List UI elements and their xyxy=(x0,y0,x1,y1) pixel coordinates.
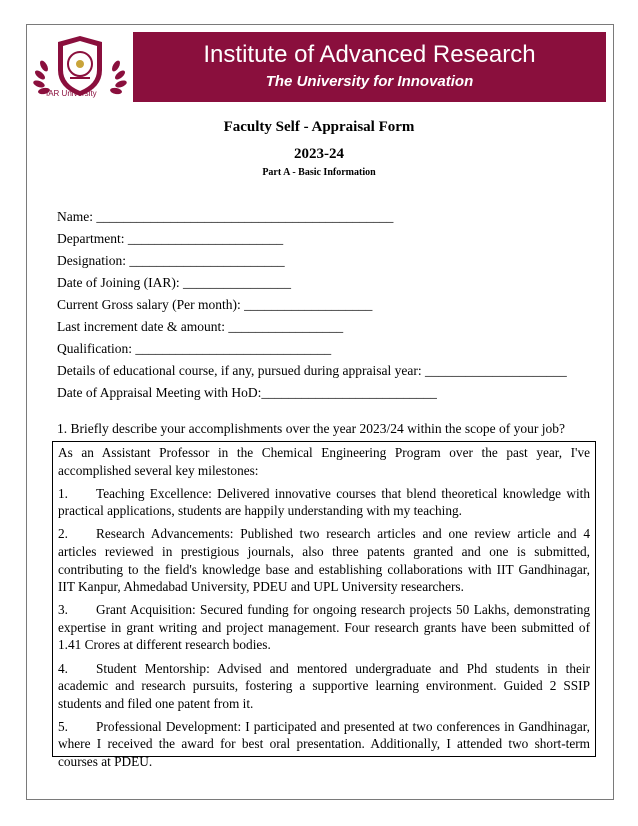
field-blank: _______________________ xyxy=(127,231,284,246)
answer-item xyxy=(58,601,590,654)
field-blank: __________________________ xyxy=(261,385,437,400)
field-qualification[interactable] xyxy=(57,341,331,357)
item-text: Research Advancements: Published two research articles and one review article and 4 articles reviewed in prestigious journals, also three patents granted and one is submitted, contributing to the field's knowledge base and establishing collaborations with IIT Gandhinagar, IIT Kanpur, Ahmedabad University, PDEU and UPL University researchers. xyxy=(58,526,590,595)
form-part: Part A - Basic Information xyxy=(262,167,376,178)
field-educational-course[interactable] xyxy=(57,363,567,379)
answer-item xyxy=(58,660,590,713)
item-number: 4. xyxy=(58,660,68,676)
field-name[interactable] xyxy=(57,209,393,225)
item-number: 1. xyxy=(58,485,68,501)
field-label: Details of educational course, if any, pursued during appraisal year: xyxy=(57,363,422,378)
field-blank: ________________ xyxy=(182,275,291,290)
field-gross-salary[interactable] xyxy=(57,297,372,313)
field-designation[interactable] xyxy=(57,253,285,269)
field-label: Designation: xyxy=(57,253,126,268)
institute-tagline: The University for Innovation xyxy=(265,73,474,90)
field-label: Name: xyxy=(57,209,93,224)
field-blank: _______________________ xyxy=(129,253,285,268)
institute-name: Institute of Advanced Research xyxy=(203,41,536,68)
answer-box[interactable] xyxy=(52,441,596,769)
field-label: Date of Appraisal Meeting with HoD: xyxy=(57,385,262,400)
item-number: 3. xyxy=(58,602,68,618)
field-department[interactable] xyxy=(57,231,283,247)
field-last-increment[interactable] xyxy=(57,319,343,335)
item-number: 5. xyxy=(58,718,68,734)
item-text: Professional Development: I participated and presented at two conferences in Gandhinagar, where I received the award for best oral presentation. Additionally, I attended two short-term courses at PDEU. xyxy=(58,718,590,769)
field-date-of-joining[interactable] xyxy=(57,275,291,291)
form-title: Faculty Self - Appraisal Form xyxy=(223,119,415,135)
field-blank: _________________ xyxy=(228,319,344,334)
item-number: 2. xyxy=(58,526,68,542)
field-blank: _____________________ xyxy=(425,363,567,378)
field-blank: ___________________ xyxy=(244,297,373,312)
answer-item xyxy=(58,525,590,595)
field-label: Department: xyxy=(57,231,125,246)
field-appraisal-meeting-date[interactable] xyxy=(57,385,437,401)
field-label: Last increment date & amount: xyxy=(57,319,225,334)
field-label: Current Gross salary (Per month): xyxy=(57,297,241,312)
form-year: 2023-24 xyxy=(294,146,344,162)
logo-caption: IAR University xyxy=(46,89,97,98)
field-label: Date of Joining (IAR): xyxy=(57,275,180,290)
answer-item xyxy=(58,485,590,520)
question-1: 1. Briefly describe your accomplishments over the year 2023/24 within the scope of your job? xyxy=(57,421,565,436)
field-blank: ____________________________________________ xyxy=(96,209,394,224)
item-text: Student Mentorship: Advised and mentored undergraduate and Phd students in their academic and research pursuits, fostering a supportive learning environment. Guided 2 SSIP students and filed one patent from it. xyxy=(58,660,590,711)
answer-item xyxy=(58,718,590,771)
field-label: Qualification: xyxy=(57,341,132,356)
field-blank: _____________________________ xyxy=(135,341,332,356)
item-text: Grant Acquisition: Secured funding for ongoing research projects 50 Lakhs, demonstrating expertise in grant writing and project management. Four research grants have been submitted of 1.41 Crores at different research bodies. xyxy=(58,602,590,653)
header-banner xyxy=(133,32,606,102)
item-text: Teaching Excellence: Delivered innovative courses that blend theoretical knowledge with practical applications, students are happily understanding with my teaching. xyxy=(58,485,590,519)
answer-intro: As an Assistant Professor in the Chemical Engineering Program over the past year, I've accomplished several key milestones: xyxy=(58,445,590,478)
